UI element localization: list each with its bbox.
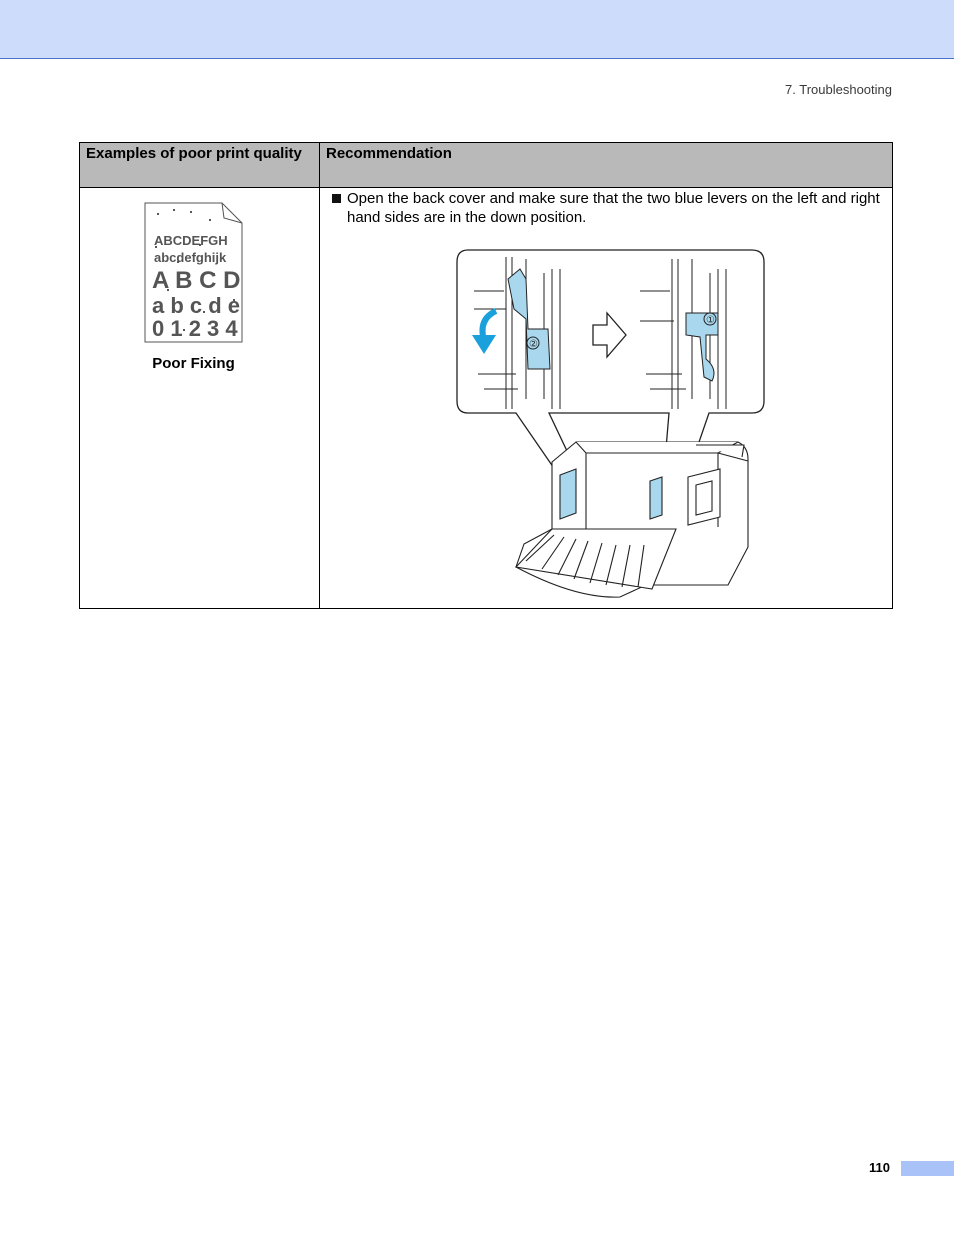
sample-line-2: abcdefghijk [154,250,227,265]
sample-caption: Poor Fixing [152,355,235,372]
recommendation-text: Open the back cover and make sure that the two blue levers on the left and right hand sides are in the down position. [347,190,880,226]
poor-fixing-sample-image [144,202,244,345]
page-number: 110 [869,1160,890,1175]
sample-line-1: ABCDEFGH [154,233,228,248]
bullet-square-icon [332,194,341,203]
col-header-examples: Examples of poor print quality [80,143,320,188]
printer-lever-illustration [456,249,768,601]
sample-cell [80,188,320,609]
sample-line-4: a b c d e [152,293,241,318]
callout-number-left: ② [529,339,538,350]
sample-line-3: A B C D [152,267,241,294]
breadcrumb: 7. Troubleshooting [785,82,892,97]
page-header-band [0,0,954,59]
sample-line-5: 0 1 2 3 4 [152,316,238,341]
troubleshooting-table [79,142,893,609]
recommendation-bullet [332,189,892,227]
col-header-recommendation: Recommendation [320,143,893,188]
recommendation-cell [320,188,893,609]
table-row [80,188,893,609]
recommendation-wrap [320,188,892,608]
callout-number-right: ① [706,315,715,326]
printer-illustration [516,442,748,597]
table-header-row [80,143,893,188]
page-tab-marker [901,1161,954,1176]
sample-wrap [80,188,307,378]
